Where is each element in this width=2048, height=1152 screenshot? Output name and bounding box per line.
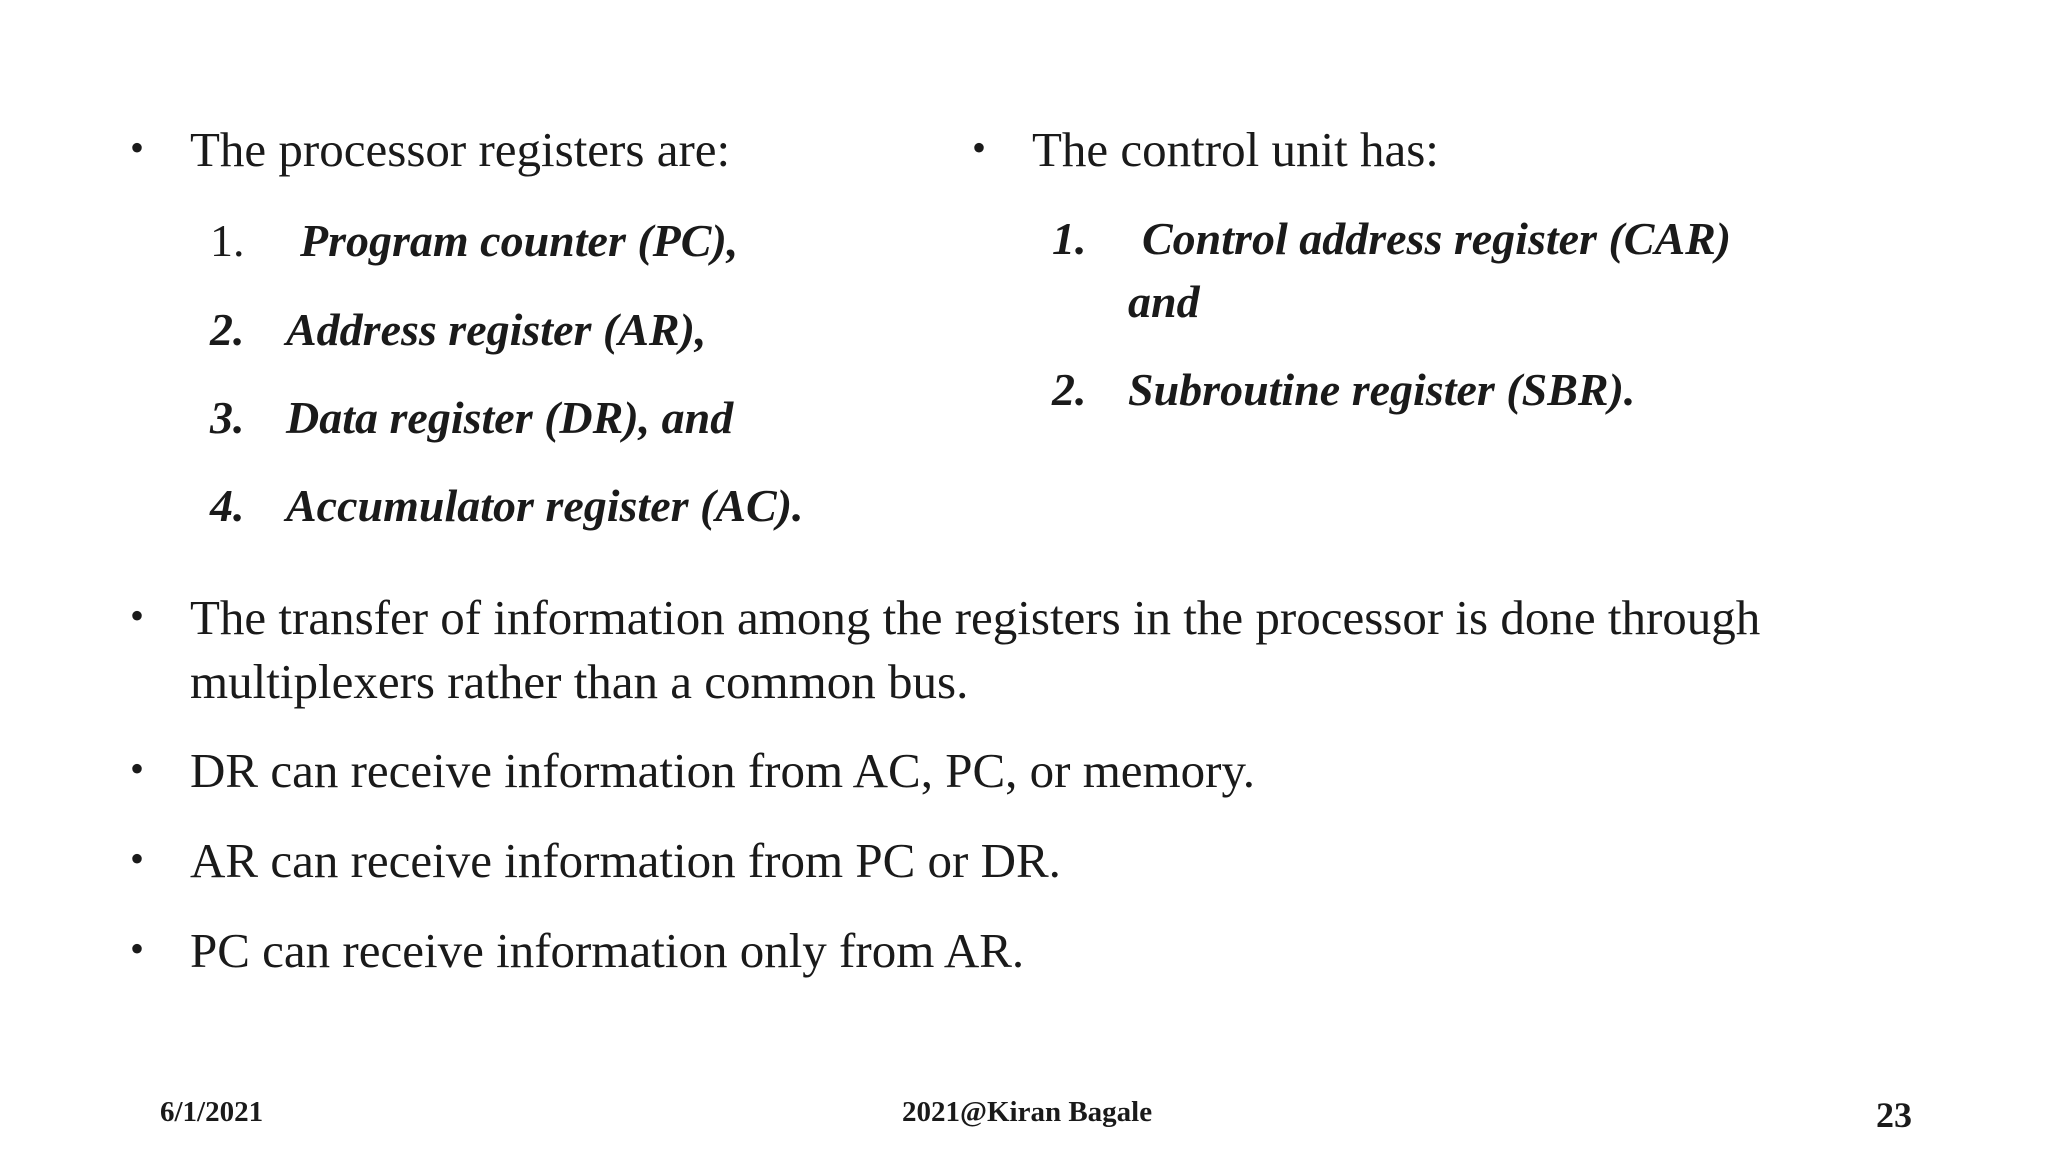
bullet-dr: DR can receive information from AC, PC, or memory. bbox=[190, 743, 1256, 798]
bullet-transfer-line2: multiplexers rather than a common bus. bbox=[190, 654, 969, 709]
list-number: 4. bbox=[210, 480, 245, 531]
list-number: 2. bbox=[210, 304, 245, 355]
list-number: 1. bbox=[210, 215, 245, 266]
list-item-dr: Data register (DR), and bbox=[286, 392, 734, 443]
bullet-icon: • bbox=[130, 746, 145, 791]
list-item-ar: Address register (AR), bbox=[286, 304, 707, 355]
bullet-pc: PC can receive information only from AR. bbox=[190, 923, 1025, 978]
list-number: 2. bbox=[1052, 364, 1087, 415]
bullet-icon: • bbox=[130, 125, 145, 170]
right-heading: The control unit has: bbox=[1032, 122, 1439, 177]
page-number: 23 bbox=[1876, 1095, 1912, 1135]
bullet-icon: • bbox=[130, 926, 145, 971]
bullet-transfer-line1: The transfer of information among the registers in the processor is done through bbox=[190, 590, 1761, 645]
list-number: 1. bbox=[1052, 213, 1087, 264]
left-heading: The processor registers are: bbox=[190, 122, 731, 177]
list-number: 3. bbox=[210, 392, 245, 443]
bullet-icon: • bbox=[130, 836, 145, 881]
list-item-ac: Accumulator register (AC). bbox=[286, 480, 804, 531]
list-item-car-cont: and bbox=[1128, 276, 1200, 327]
bullet-icon: • bbox=[130, 593, 145, 638]
list-item-pc: Program counter (PC), bbox=[300, 215, 739, 266]
footer-date: 6/1/2021 bbox=[160, 1096, 264, 1128]
list-item-sbr: Subroutine register (SBR). bbox=[1128, 364, 1636, 415]
bullet-icon: • bbox=[972, 125, 987, 170]
list-item-car: Control address register (CAR) bbox=[1142, 213, 1732, 264]
bullet-ar: AR can receive information from PC or DR. bbox=[190, 833, 1061, 888]
footer-author: 2021@Kiran Bagale bbox=[902, 1096, 1153, 1128]
